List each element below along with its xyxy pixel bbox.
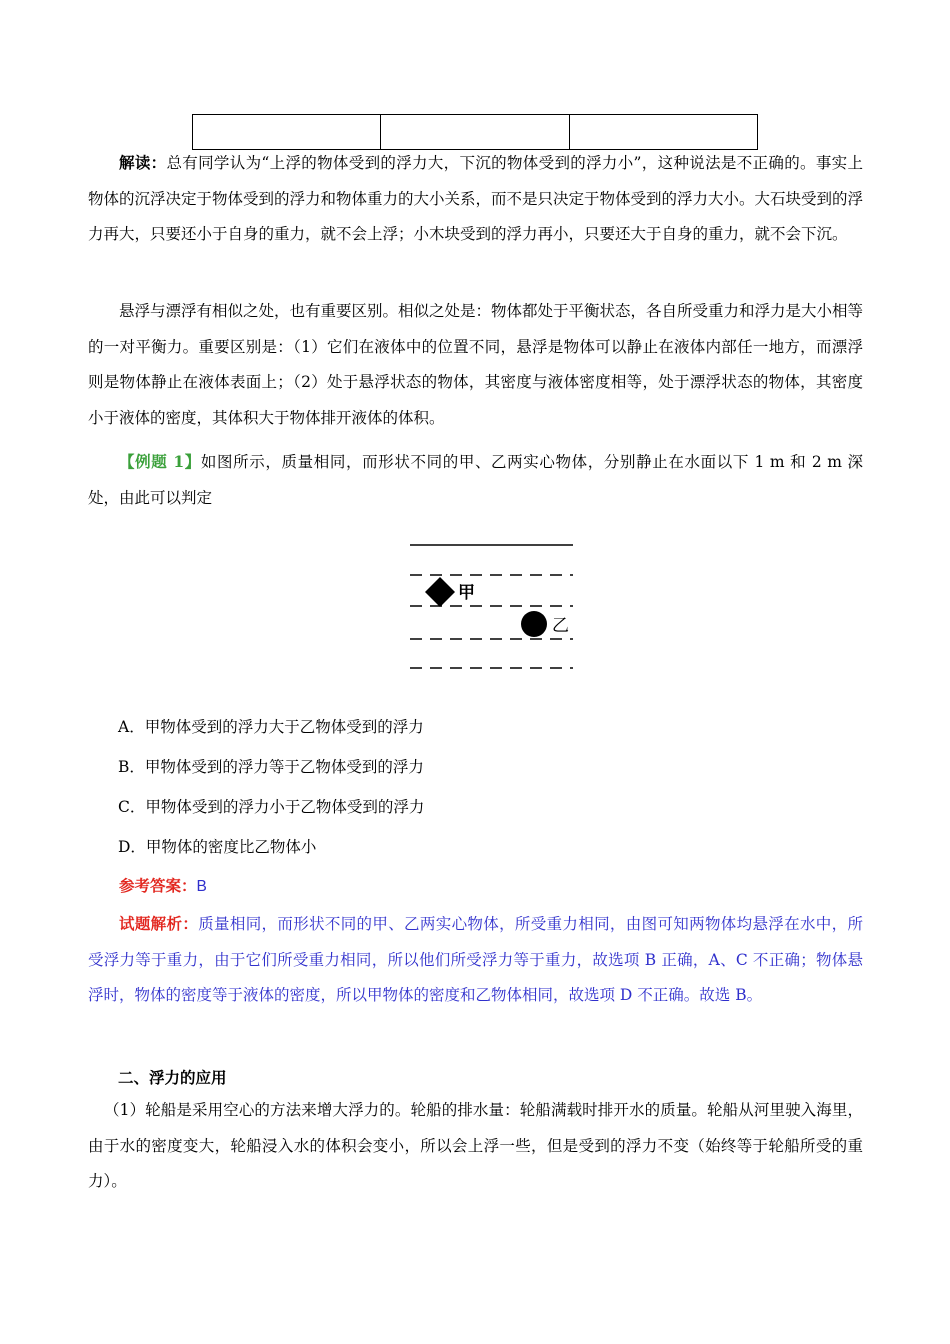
option-a: A．甲物体受到的浮力大于乙物体受到的浮力 xyxy=(118,718,424,736)
example-question-text: 如图所示，质量相同，而形状不同的甲、乙两实心物体，分别静止在水面以下 1 m 和 2 m 深处，由此可以判定 xyxy=(88,453,863,507)
interpretation-text: 总有同学认为“上浮的物体受到的浮力大，下沉的物体受到的浮力小”，这种说法是不正确的。事实上物体的沉浮决定于物体受到的浮力和物体重力的大小关系，而不是只决定于物体受到的浮力大小。大石块受到的浮力再大，只要还小于自身的重力，就不会上浮；小木块受到的浮力再小，只要还大于自身的重力，就不会下沉。 xyxy=(88,154,864,243)
comparison-text: 悬浮与漂浮有相似之处，也有重要区别。相似之处是：物体都处于平衡状态，各自所受重力和浮力是大小相等的一对平衡力。重要区别是：（1）它们在液体中的位置不同，悬浮是物体可以静止在液体内部任一地方，而漂浮则是物体静止在液体表面上；（2）处于悬浮状态的物体，其密度与液体密度相等，处于漂浮状态的物体，其密度小于液体的密度，其体积大于物体排开液体的体积。 xyxy=(88,302,864,427)
example-label: 【例题 1】 xyxy=(119,452,201,471)
analysis-label: 试题解析： xyxy=(119,914,199,933)
analysis-text: 质量相同，而形状不同的甲、乙两实心物体，所受重力相同，由图可知两物体均悬浮在水中，所受浮力等于重力，由于它们所受重力相同，所以他们所受浮力等于重力，故选项 B 正确，A、C 不正确；物体悬浮时，物体的密度等于液体的密度，所以甲物体的密度和乙物体相同，故选项 D 不正确。故选 B。 xyxy=(88,915,863,1004)
option-b: B．甲物体受到的浮力等于乙物体受到的浮力 xyxy=(118,758,424,776)
object-yi-label: 乙 xyxy=(552,616,569,636)
answer-line xyxy=(88,868,863,905)
section-heading: 二、浮力的应用 xyxy=(118,1068,227,1087)
section-paragraph xyxy=(88,1093,863,1200)
object-jia-label: 甲 xyxy=(458,583,475,603)
option-d: D．甲物体的密度比乙物体小 xyxy=(118,838,317,856)
buoyancy-figure xyxy=(400,535,590,685)
analysis-paragraph xyxy=(88,906,863,1014)
object-jia-diamond xyxy=(425,577,455,607)
interpretation-label: 解读： xyxy=(119,153,167,172)
interpretation-paragraph xyxy=(88,145,863,253)
section-text: （1）轮船是采用空心的方法来增大浮力的。轮船的排水量：轮船满载时排开水的质量。轮船从河里驶入海里，由于水的密度变大，轮船浸入水的体积会变小，所以会上浮一些，但是受到的浮力不变（始终等于轮船所受的重力）。 xyxy=(88,1101,863,1190)
comparison-paragraph xyxy=(88,294,863,436)
answer-value: B xyxy=(196,878,207,895)
example-question xyxy=(88,444,863,516)
object-yi-circle xyxy=(521,611,547,637)
option-c: C．甲物体受到的浮力小于乙物体受到的浮力 xyxy=(118,798,425,816)
answer-label: 参考答案： xyxy=(119,876,197,895)
